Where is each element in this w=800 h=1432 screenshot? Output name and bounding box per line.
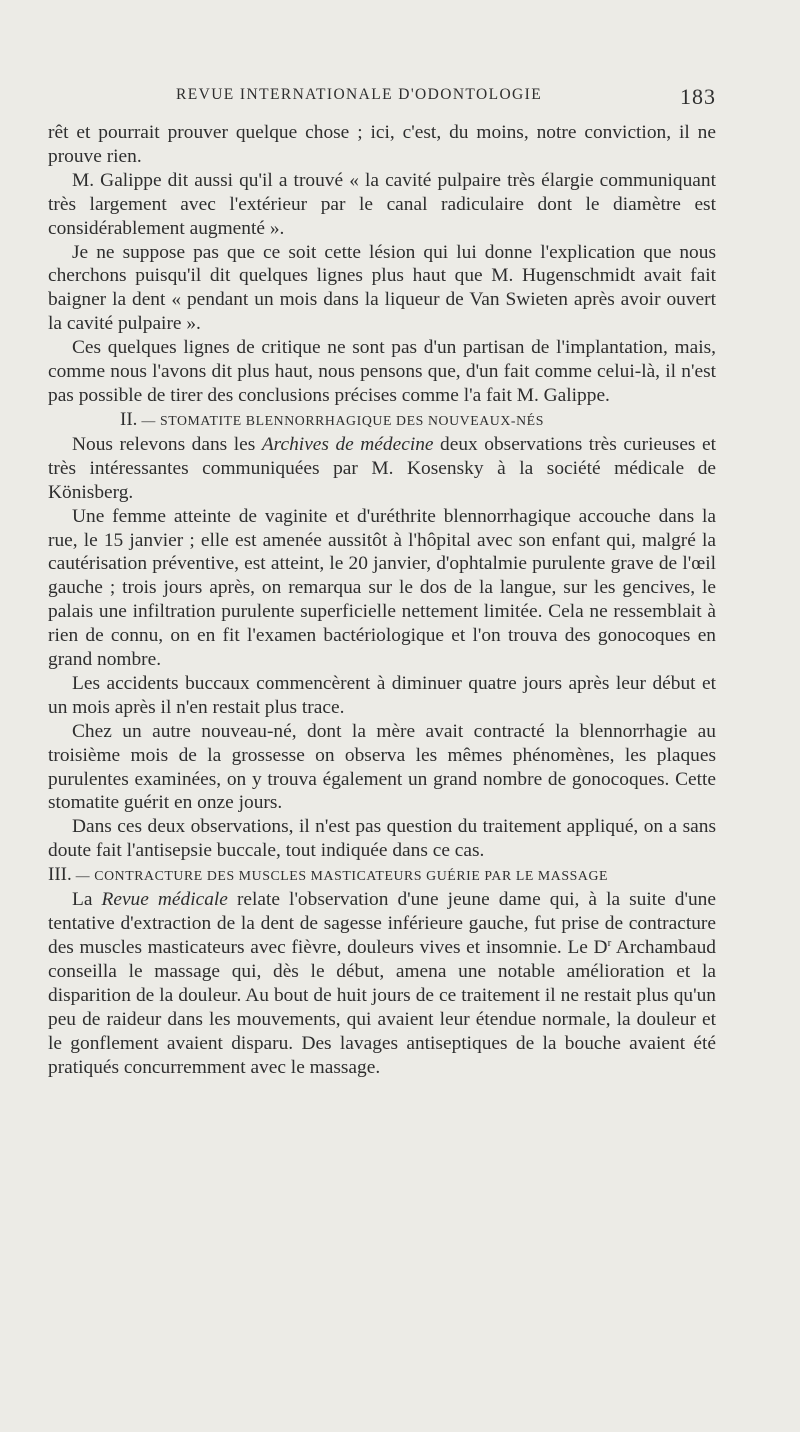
page-number: 183 — [680, 84, 716, 109]
section-numeral: II. — [120, 408, 138, 430]
paragraph: Ces quelques lignes de critique ne sont pas d'un partisan de l'implantation, mais, comme nous l'avons dit plus haut, nous pensons que, d'un fait comme celui-là, il n'est pas possible de tirer des conclusions précises comme l'a fait M. Galippe. — [48, 337, 716, 406]
paragraph — [48, 433, 716, 505]
text-run: Archambaud conseilla le massage qui, dès le début, amena une notable amélioration et la disparition de la douleur. Au bout de huit jours de ce traitement il ne restait plus qu'un peu de raideur dans les mouvements, qui avaient leur étendue normale, la douleur et le gonflement avaient disparu. Des lavages antiseptiques de la bouche avaient été pratiqués concurremment avec le massage. — [48, 937, 717, 1078]
text-run: relate l'observation d'une jeune dame qui, à la suite d'une tentative d'extraction de la dent de sagesse inférieure gauche, fut prise de contracture des muscles masticateurs avec fièvre, douleurs vives et insomnie. Le D — [48, 889, 716, 958]
section-title: STOMATITE BLENNORRHAGIQUE DES NOUVEAUX-NÉS — [159, 412, 544, 428]
superscript: r — [607, 937, 612, 949]
text-run: La — [72, 889, 93, 911]
text-run: deux observations très curieuses et très intéressantes communiquées par M. Kosensky à la société médicale de Könisberg. — [48, 433, 716, 503]
journal-title: Archives de médecine — [261, 433, 434, 455]
page-header — [48, 84, 716, 110]
paragraph: M. Galippe dit aussi qu'il a trouvé « la cavité pulpaire très élargie communiquant très largement avec l'extérieur par le canal radiculaire dont le diamètre est considérablement augmenté ». — [48, 169, 716, 239]
paragraph: Dans ces deux observations, il n'est pas question du traitement appliqué, on a sans doute fait l'antisepsie buccale, tout indiquée dans ce cas. — [48, 816, 716, 862]
running-title: REVUE INTERNATIONALE D'ODONTOLOGIE — [176, 86, 543, 103]
paragraph: Chez un autre nouveau-né, dont la mère avait contracté la blennorrhagie au troisième mois de la grossesse on observa les mêmes phénomènes, les plaques purulentes examinées, on y trouva également un grand nombre de gonocoques. Cette stomatite guérit en onze jours. — [48, 720, 716, 814]
paragraph: Je ne suppose pas que ce soit cette lésion qui lui donne l'explication que nous cherchons puisqu'il dit quelques lignes plus haut que M. Hugenschmidt avait fait baigner la dent « pendant un mois dans la liqueur de Van Swieten après avoir ouvert la cavité pulpaire ». — [48, 241, 716, 335]
journal-title: Revue médicale — [101, 889, 228, 911]
paragraph-continued: rêt et pourrait prouver quelque chose ; ici, c'est, du moins, notre conviction, il ne prouve rien. — [48, 122, 716, 167]
article-body — [48, 121, 716, 1079]
section-dash: — — [141, 412, 156, 428]
section-title: CONTRACTURE DES MUSCLES MASTICATEURS GUÉRIE PAR LE MASSAGE — [94, 868, 609, 884]
paragraph: Une femme atteinte de vaginite et d'uréthrite blennorrhagique accouche dans la rue, le 15 janvier ; elle est amenée aussitôt à l'hôpital avec son enfant qui, malgré la cautérisation préventive, est atteint, le 20 janvier, d'ophtalmie purulente grave de l'œil gauche ; trois jours après, on remarqua sur le dos de la langue, sur les gencives, le palais une infiltration purulente superficielle nettement limitée. Cela ne ressemblait à rien de connu, on en fit l'examen bactériologique et l'on trouva des gonocoques en grand nombre. — [48, 505, 716, 671]
section-heading-contracture — [48, 863, 716, 888]
section-heading-stomatite — [48, 408, 716, 433]
section-dash: — — [75, 868, 91, 884]
text-run: Nous relevons dans les — [72, 433, 256, 455]
paragraph — [48, 888, 716, 1079]
section-numeral: III. — [48, 864, 72, 886]
paragraph: Les accidents buccaux commencèrent à diminuer quatre jours après leur début et un mois après il n'en restait plus trace. — [48, 672, 716, 718]
